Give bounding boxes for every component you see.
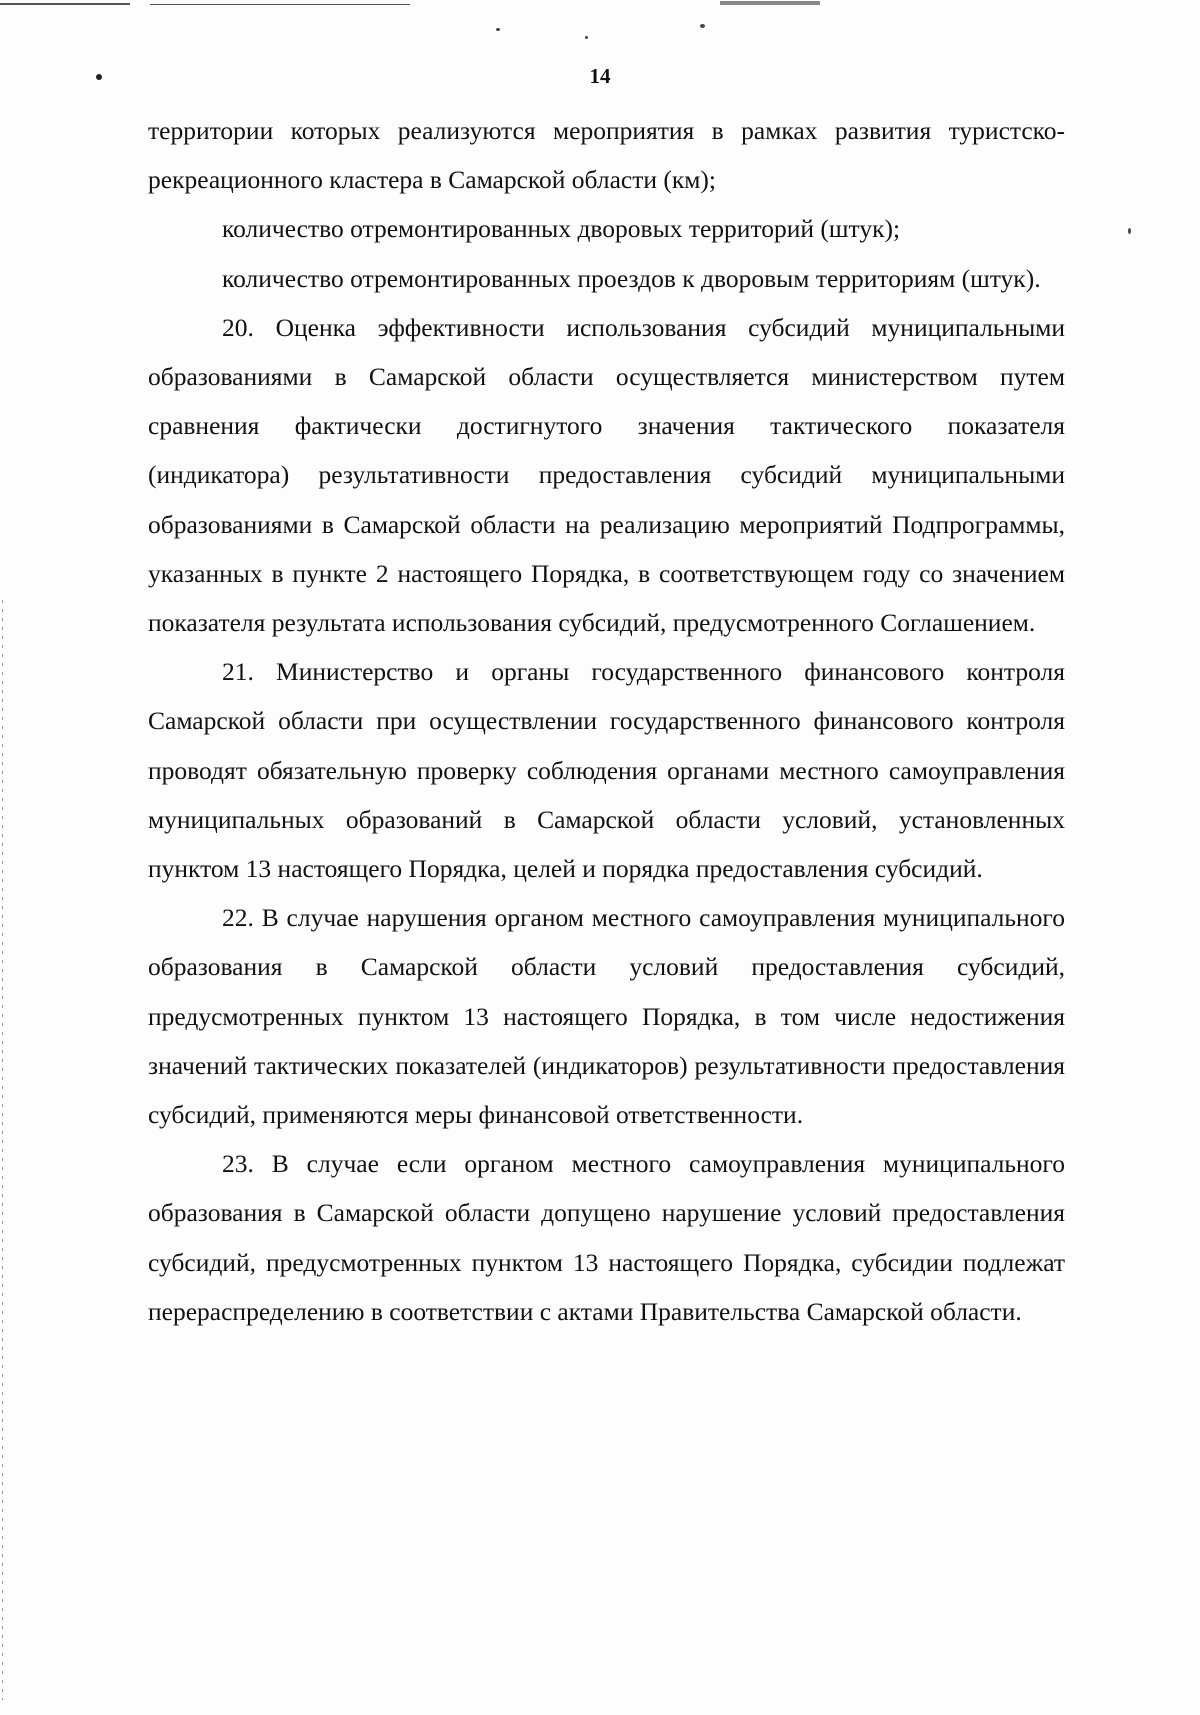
scan-speck xyxy=(1128,228,1131,234)
paragraph-continuation: территории которых реализуются мероприятия в рамках развития туристско-рекреационного кластера в Самарской области (км); xyxy=(148,116,1065,195)
scan-left-edge xyxy=(2,600,3,1700)
paragraph-clause-21: 21. Министерство и органы государственного финансового контроля Самарской области при осуществлении государственного финансового контроля проводят обязательную проверку соблюдения органами местного самоуправления муниципальных образований в Самарской области условий, установленных пунктом 13 настоящего Порядка, целей и порядка предоставления субсидий. xyxy=(148,657,1065,884)
paragraph-clause-22: 22. В случае нарушения органом местного самоуправления муниципального образования в Самарской области условий предоставления субсидий, предусмотренных пунктом 13 настоящего Порядка, в том числе недостижения значений тактических показателей (индикаторов) результативности предоставления субсидий, применяются меры финансовой ответственности. xyxy=(148,903,1065,1130)
scan-speck xyxy=(700,24,705,28)
scan-artifact-top xyxy=(0,0,1200,14)
paragraph-yards-count: количество отремонтированных дворовых территорий (штук); xyxy=(222,214,901,244)
scan-line xyxy=(720,1,820,5)
scan-line xyxy=(0,3,130,5)
page-number: 14 xyxy=(589,64,611,88)
body-text xyxy=(148,106,1065,1336)
scan-speck xyxy=(496,28,500,31)
paragraph-clause-20: 20. Оценка эффективности использования субсидий муниципальными образованиями в Самарской области осуществляется министерством путем сравнения фактически достигнутого значения тактического показателя (индикатора) результативности предоставления субсидий муниципальными образованиями в Самарской области на реализацию мероприятий Подпрограммы, указанных в пункте 2 настоящего Порядка, в соответствующем году со значением показателя результата использования субсидий, предусмотренного Соглашением. xyxy=(148,312,1065,638)
paragraph-driveways-count: количество отремонтированных проездов к дворовым территориям (штук). xyxy=(222,263,1041,293)
paragraph-clause-23: 23. В случае если органом местного самоуправления муниципального образования в Самарской области допущено нарушение условий предоставления субсидий, предусмотренных пунктом 13 настоящего Порядка, субсидии подлежат перераспределению в соответствии с актами Правительства Самарской области. xyxy=(148,1149,1065,1326)
scan-speck xyxy=(585,36,588,39)
scan-line xyxy=(150,4,410,5)
